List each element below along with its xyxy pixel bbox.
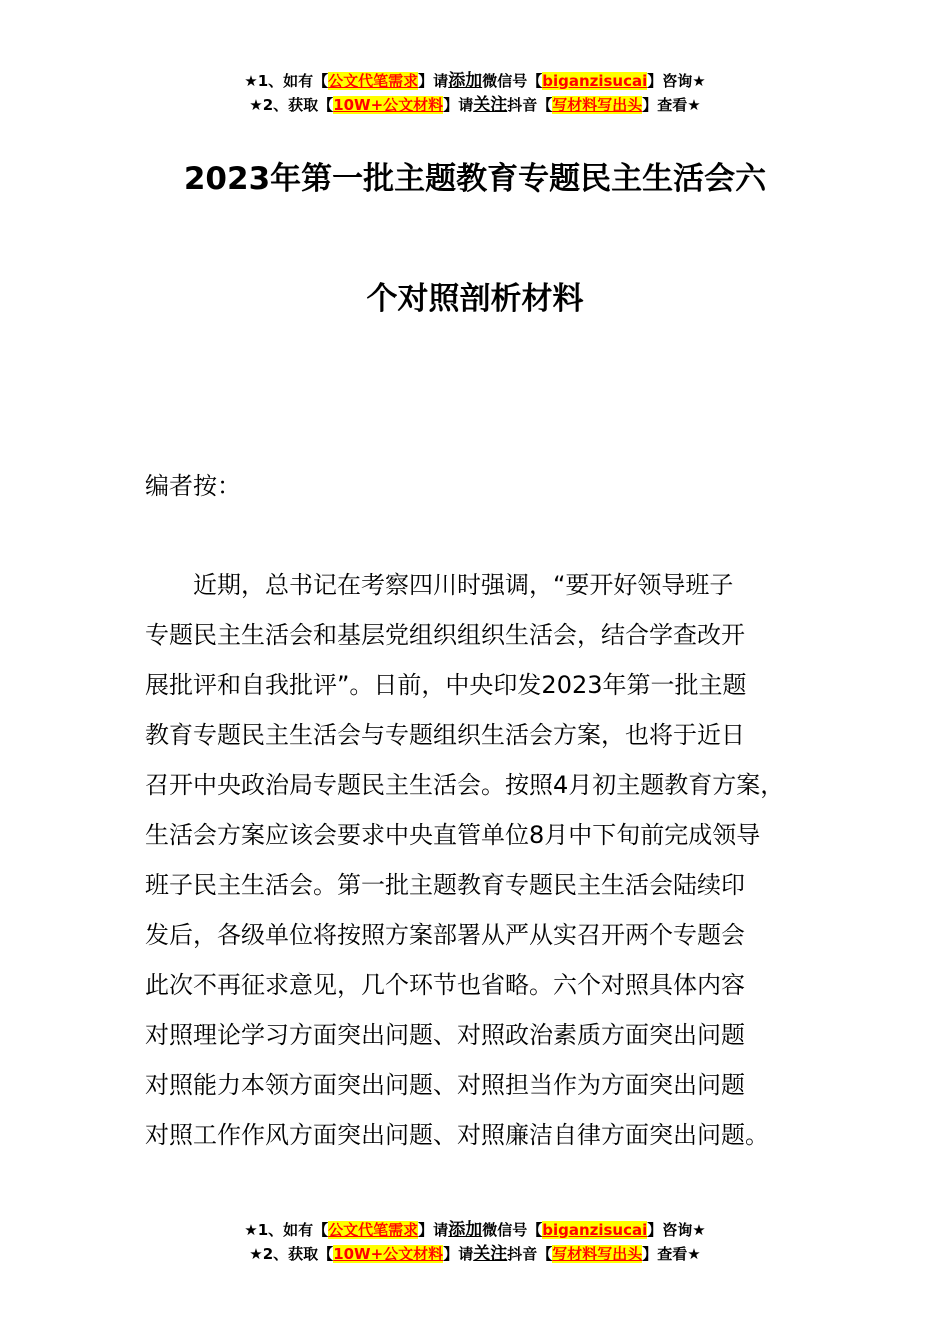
promo-text: ★2、获取【 (249, 1245, 334, 1263)
promo-text: ★1、如有【 (244, 1221, 329, 1239)
promo-underline: 添加 (448, 71, 483, 91)
promo-line-2 (0, 1242, 950, 1266)
promo-highlight: 10W+公文材料 (333, 1245, 444, 1263)
promo-text: 】查看★ (642, 96, 701, 114)
promo-underline: 关注 (473, 1244, 508, 1264)
promo-text: 】咨询★ (647, 72, 706, 90)
body-line: 召开中央政治局专题民主生活会。按照4月初主题教育方案， (145, 771, 785, 799)
promo-text: 】请 (418, 1221, 449, 1239)
body-line: 专题民主生活会和基层党组织组织生活会，结合学查改开 (145, 621, 745, 649)
promo-highlight: biganzisucai (542, 72, 648, 90)
body-line: 发后，各级单位将按照方案部署从严从实召开两个专题会 (145, 921, 745, 949)
document-title-line-1: 2023年第一批主题教育专题民主生活会六 (183, 161, 767, 197)
body-line: 近期，总书记在考察四川时强调，“要开好领导班子 (145, 571, 734, 599)
promo-text: 】请 (443, 96, 474, 114)
promo-text: ★2、获取【 (249, 96, 334, 114)
promo-line-2 (0, 93, 950, 117)
body-line: 对照能力本领方面突出问题、对照担当作为方面突出问题 (145, 1071, 745, 1099)
promo-highlight: 公文代笔需求 (328, 72, 419, 90)
body-line: 生活会方案应该会要求中央直管单位8月中下旬前完成领导 (145, 821, 761, 849)
body-line: 展批评和自我批评”。日前，中央印发2023年第一批主题 (145, 671, 747, 699)
promo-header (0, 69, 950, 117)
promo-line-1 (0, 69, 950, 93)
promo-text: 微信号【 (482, 72, 543, 90)
body-line: 对照理论学习方面突出问题、对照政治素质方面突出问题 (145, 1021, 745, 1049)
editor-note-label: 编者按： (145, 472, 241, 500)
promo-highlight: 写材料写出头 (552, 96, 643, 114)
body-line: 班子民主生活会。第一批主题教育专题民主生活会陆续印 (145, 871, 745, 899)
promo-text: 】查看★ (642, 1245, 701, 1263)
promo-text: 】请 (418, 72, 449, 90)
promo-highlight: 写材料写出头 (552, 1245, 643, 1263)
promo-highlight: 公文代笔需求 (328, 1221, 419, 1239)
promo-line-1 (0, 1218, 950, 1242)
promo-highlight: biganzisucai (542, 1221, 648, 1239)
promo-text: 】请 (443, 1245, 474, 1263)
promo-footer (0, 1218, 950, 1266)
promo-text: 微信号【 (482, 1221, 543, 1239)
promo-text: 抖音【 (507, 1245, 553, 1263)
body-line: 此次不再征求意见，几个环节也省略。六个对照具体内容 (145, 971, 745, 999)
promo-highlight: 10W+公文材料 (333, 96, 444, 114)
promo-underline: 关注 (473, 95, 508, 115)
body-line: 对照工作作风方面突出问题、对照廉洁自律方面突出问题。 (145, 1121, 769, 1149)
promo-underline: 添加 (448, 1220, 483, 1240)
promo-text: 】咨询★ (647, 1221, 706, 1239)
promo-text: ★1、如有【 (244, 72, 329, 90)
body-line: 教育专题民主生活会与专题组织生活会方案，也将于近日 (145, 721, 745, 749)
promo-text: 抖音【 (507, 96, 553, 114)
document-title-line-2: 个对照剖析材料 (366, 281, 584, 317)
